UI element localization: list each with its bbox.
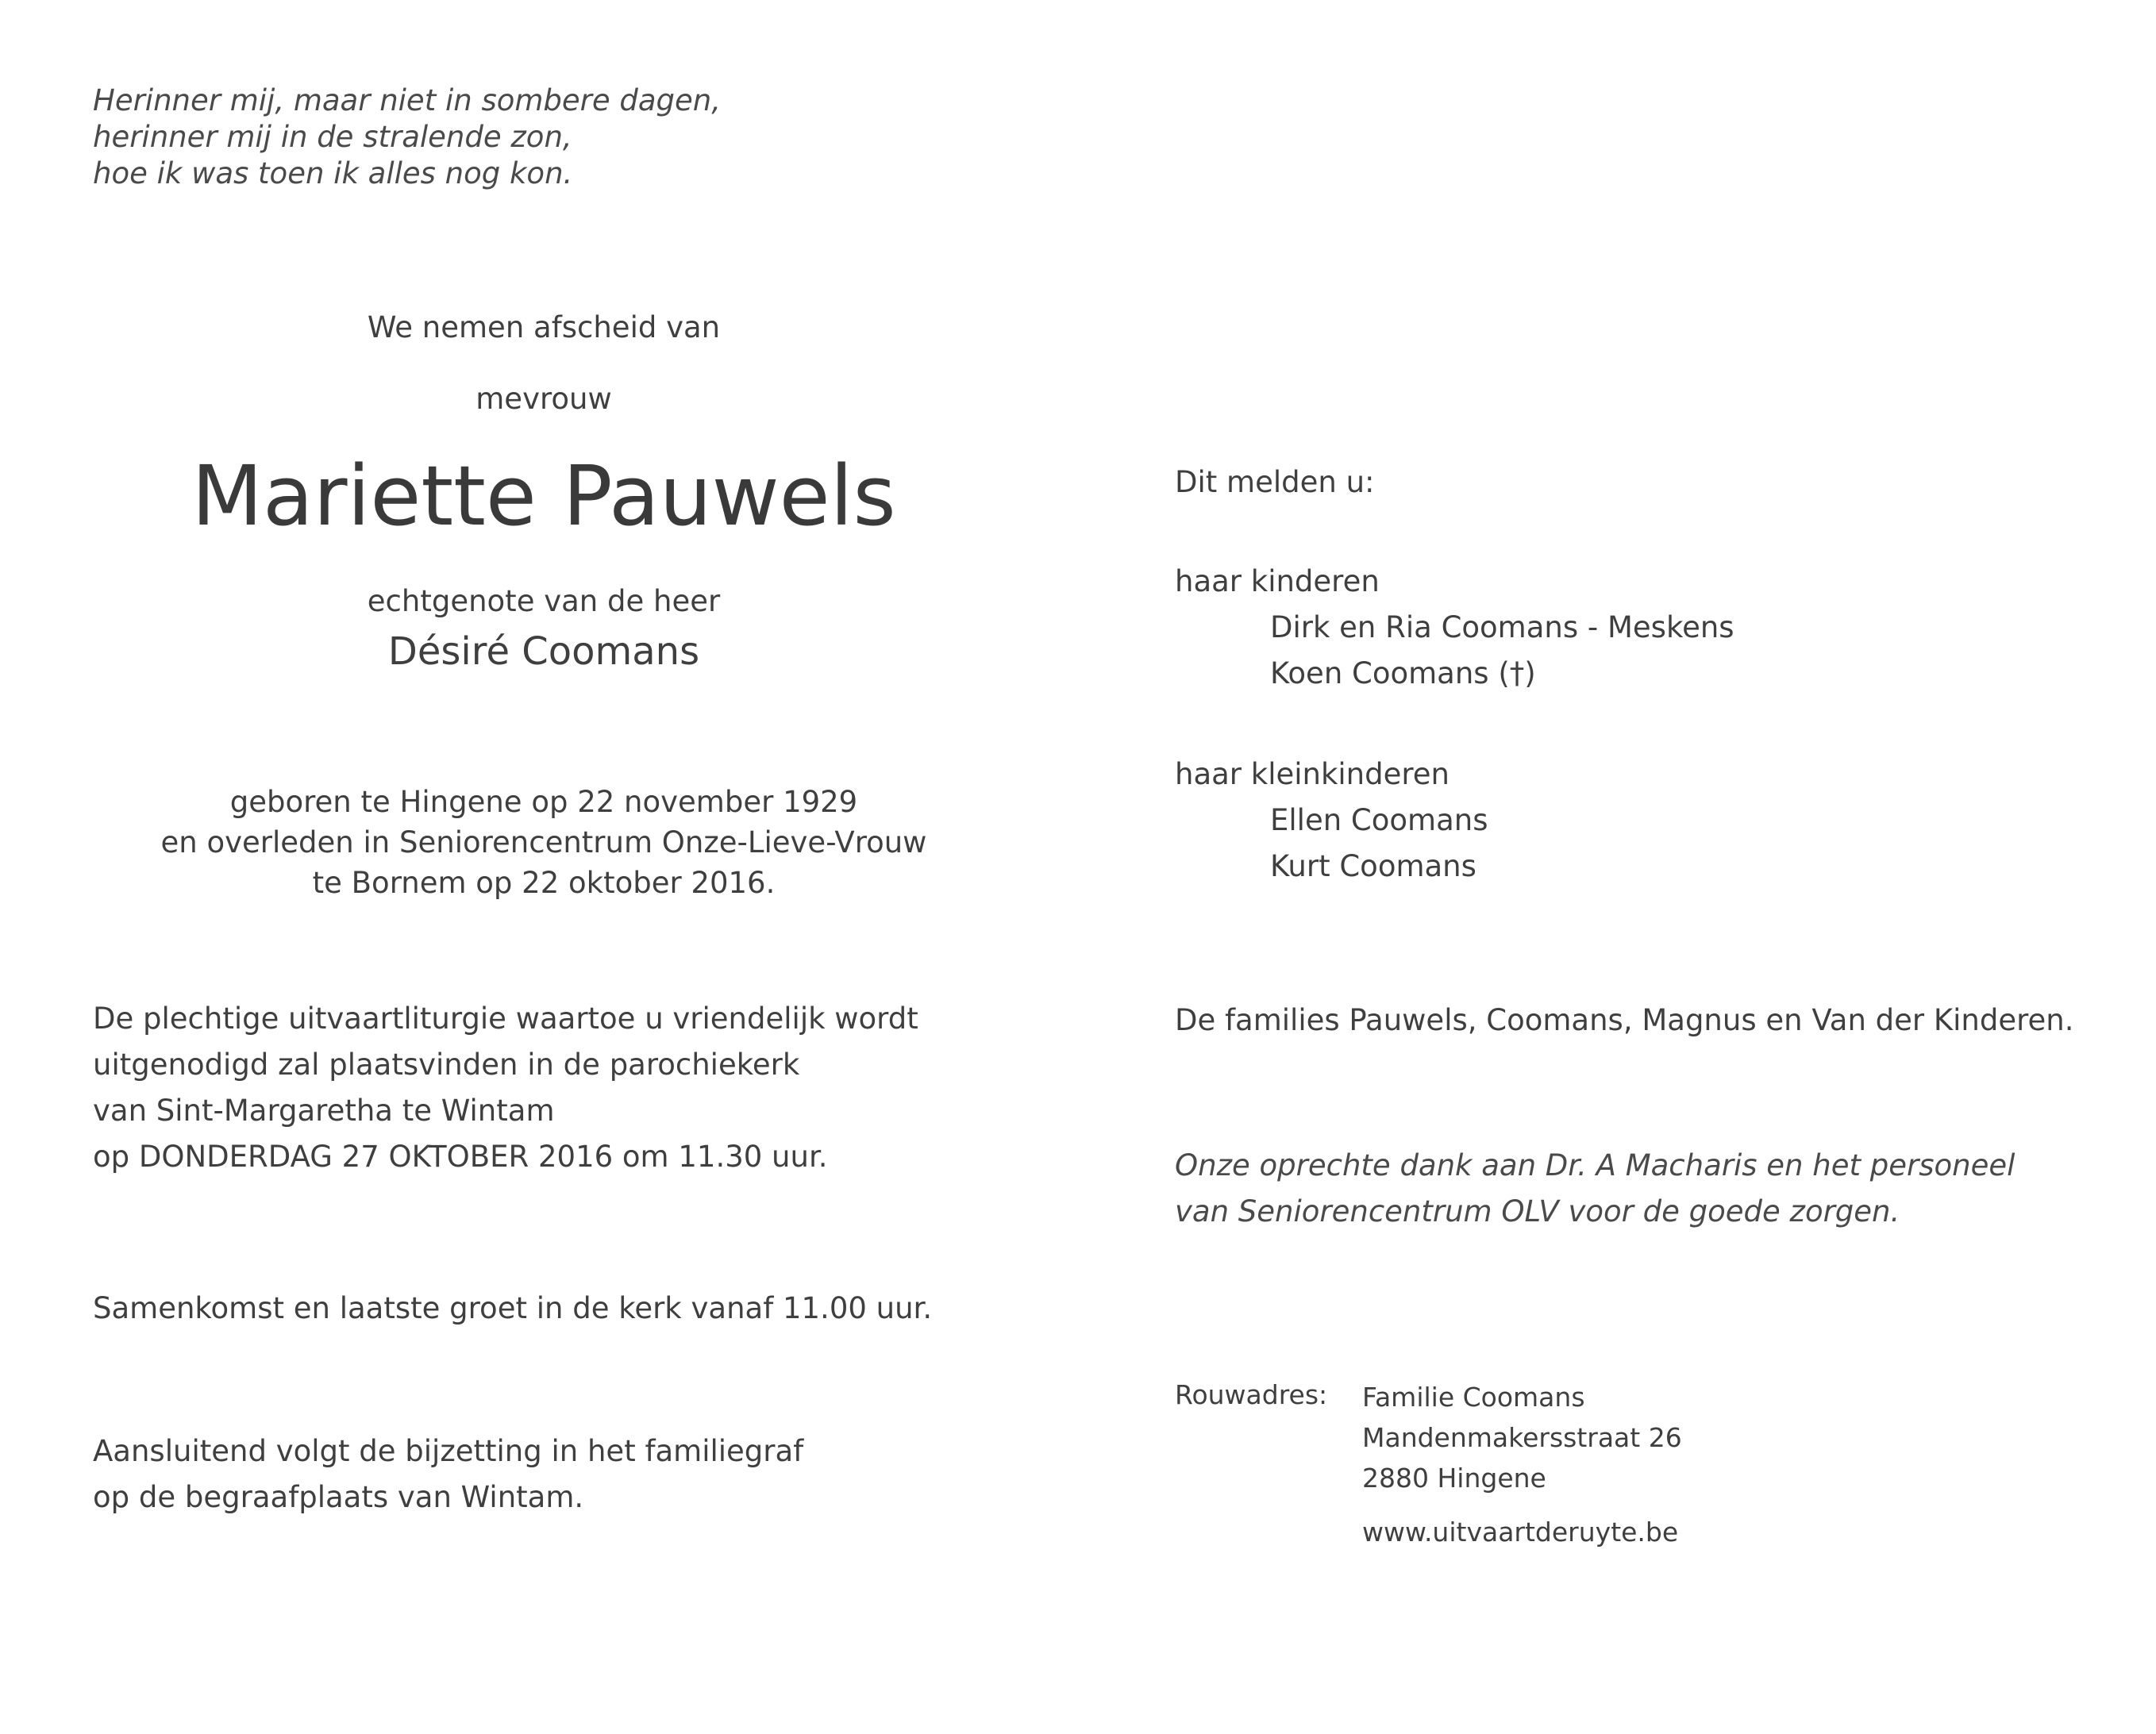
funeral-line: uitgenodigd zal plaatsvinden in de parochiekerk [93, 1048, 800, 1082]
spouse-label: echtgenote van de heer [367, 584, 721, 618]
address-line: Familie Coomans [1362, 1382, 1585, 1413]
families: De families Pauwels, Coomans, Magnus en Van der Kinderen. [1175, 1003, 2074, 1037]
spouse-name: Désiré Coomans [387, 629, 700, 674]
address-line: Mandenmakersstraat 26 [1362, 1422, 1682, 1453]
poem [93, 83, 721, 192]
thanks-line: van Seniorencentrum OLV voor de goede zorgen. [1175, 1194, 1900, 1228]
mourning-address-label: Rouwadres: [1175, 1379, 1328, 1410]
life-dates-line: te Bornem op 22 oktober 2016. [312, 866, 776, 900]
farewell-intro: We nemen afscheid van [367, 310, 721, 344]
grandchildren-label: haar kleinkinderen [1175, 757, 1450, 791]
life-dates-line: en overleden in Seniorencentrum Onze-Lieve-Vrouw [160, 825, 927, 859]
announced-by-intro: Dit melden u: [1175, 465, 1375, 499]
website-link[interactable]: www.uitvaartderuyte.be [1362, 1517, 1679, 1548]
burial-info [93, 1428, 803, 1521]
poem-line: Herinner mij, maar niet in sombere dagen, [93, 83, 722, 117]
address-line: 2880 Hingene [1362, 1463, 1546, 1494]
funeral-line: op DONDERDAG 27 OKTOBER 2016 om 11.30 uur. [93, 1140, 828, 1174]
thanks-note [1175, 1143, 2015, 1235]
child-name: Dirk en Ria Coomans - Meskens [1270, 610, 1734, 644]
funeral-line: De plechtige uitvaartliturgie waartoe u vriendelijk wordt [93, 1002, 918, 1036]
mourning-address [1362, 1377, 1682, 1498]
burial-line: op de begraafplaats van Wintam. [93, 1480, 584, 1514]
grandchild-name: Ellen Coomans [1270, 803, 1488, 837]
thanks-line: Onze oprechte dank aan Dr. A Macharis en het personeel [1175, 1148, 2015, 1182]
children-label: haar kinderen [1175, 564, 1380, 598]
life-dates-line: geboren te Hingene op 22 november 1929 [229, 785, 858, 819]
funeral-line: van Sint-Margaretha te Wintam [93, 1094, 555, 1128]
poem-line: hoe ik was toen ik alles nog kon. [93, 156, 573, 190]
burial-line: Aansluitend volgt de bijzetting in het familiegraf [93, 1434, 804, 1468]
poem-line: herinner mij in de stralende zon, [93, 120, 572, 154]
life-dates [64, 782, 1024, 903]
deceased-name: Mariette Pauwels [191, 448, 896, 544]
title-mevrouw: mevrouw [475, 382, 612, 416]
child-name: Koen Coomans (†) [1270, 656, 1536, 690]
funeral-info [93, 996, 918, 1180]
grandchild-name: Kurt Coomans [1270, 849, 1476, 883]
gathering-info: Samenkomst en laatste groet in de kerk vanaf 11.00 uur. [93, 1291, 933, 1325]
